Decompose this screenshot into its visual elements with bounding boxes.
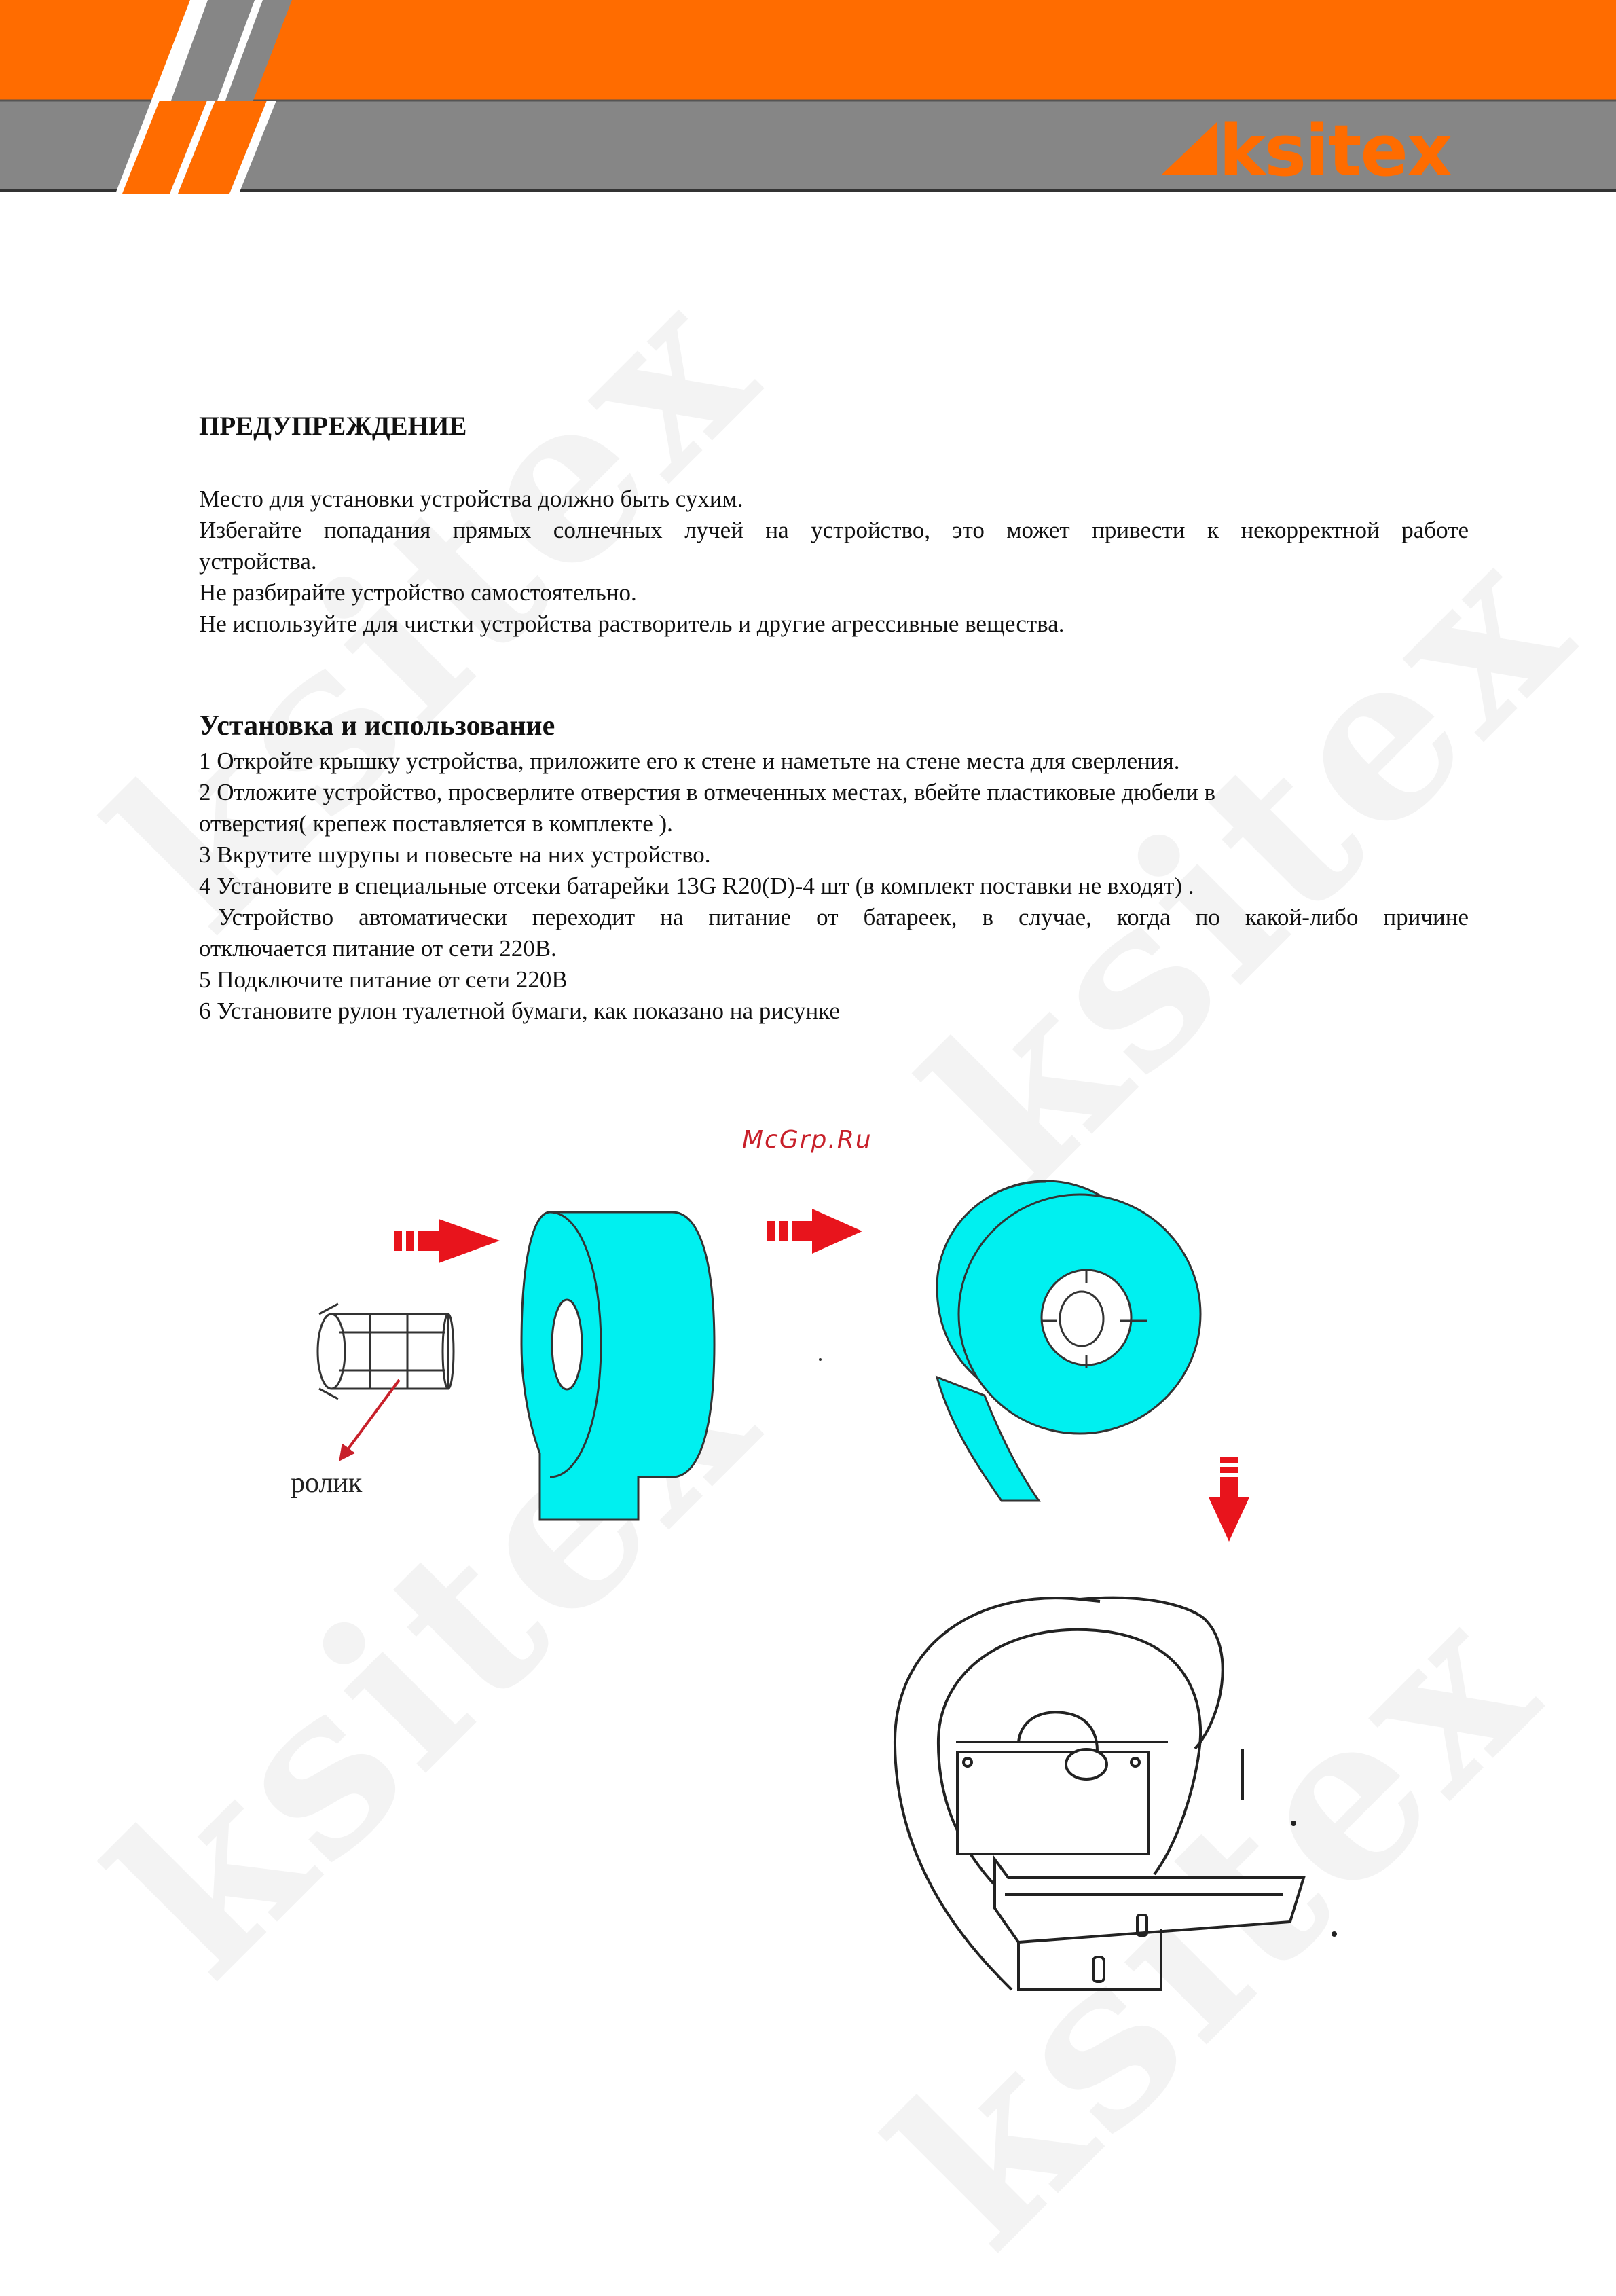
dispenser-icon (895, 1598, 1304, 1990)
warning-line: Не используйте для чистки устройства растворитель и другие агрессивные вещества. (199, 611, 1065, 637)
install-step: отключается питание от сети 220В. (199, 935, 557, 962)
warning-line: Не разбирайте устройство самостоятельно. (199, 579, 637, 606)
warning-line: устройства. (199, 548, 317, 575)
arrow-right-icon (767, 1209, 862, 1254)
install-step: 2 Отложите устройство, просверлите отверстия в отмеченных местах, вбейте пластиковые дюбели в (199, 779, 1216, 805)
roller-pointer-arrow (341, 1380, 399, 1459)
arrow-right-icon (394, 1219, 500, 1263)
install-step: отверстия( крепеж поставляется в комплекте ). (199, 810, 673, 837)
warning-title: ПРЕДУПРЕЖДЕНИЕ (199, 412, 467, 441)
install-step: 6 Установите рулон туалетной бумаги, как показано на рисунке (199, 998, 840, 1024)
roller-core-icon (318, 1304, 454, 1399)
warning-line: Место для установки устройства должно быть сухим. (199, 486, 743, 512)
install-step: 3 Вкрутите шурупы и повесьте на них устройство. (199, 841, 711, 868)
install-step: 1 Откройте крышку устройства, приложите его к стене и наметьте на стене места для сверления. (199, 748, 1180, 774)
install-step: 4 Установите в специальные отсеки батарейки 13G R20(D)-4 шт (в комплект поставки не входят) . (199, 873, 1194, 899)
warning-line: Избегайте попадания прямых солнечных лучей на устройство, это может привести к некорректной работе (199, 517, 1469, 543)
source-mark: McGrp.Ru (742, 1126, 873, 1154)
roller-label: ролик (291, 1468, 363, 1499)
install-title: Установка и использование (199, 710, 555, 742)
install-step: 5 Подключите питание от сети 220В (199, 966, 568, 993)
paper-roll-with-core-icon (937, 1181, 1200, 1501)
install-step: Устройство автоматически переходит на питание от батареек, в случае, когда по какой-либо причине (218, 904, 1469, 930)
logo-text: ksitex (1219, 109, 1452, 192)
paper-roll-icon (521, 1212, 714, 1520)
arrow-down-icon (1209, 1457, 1249, 1542)
